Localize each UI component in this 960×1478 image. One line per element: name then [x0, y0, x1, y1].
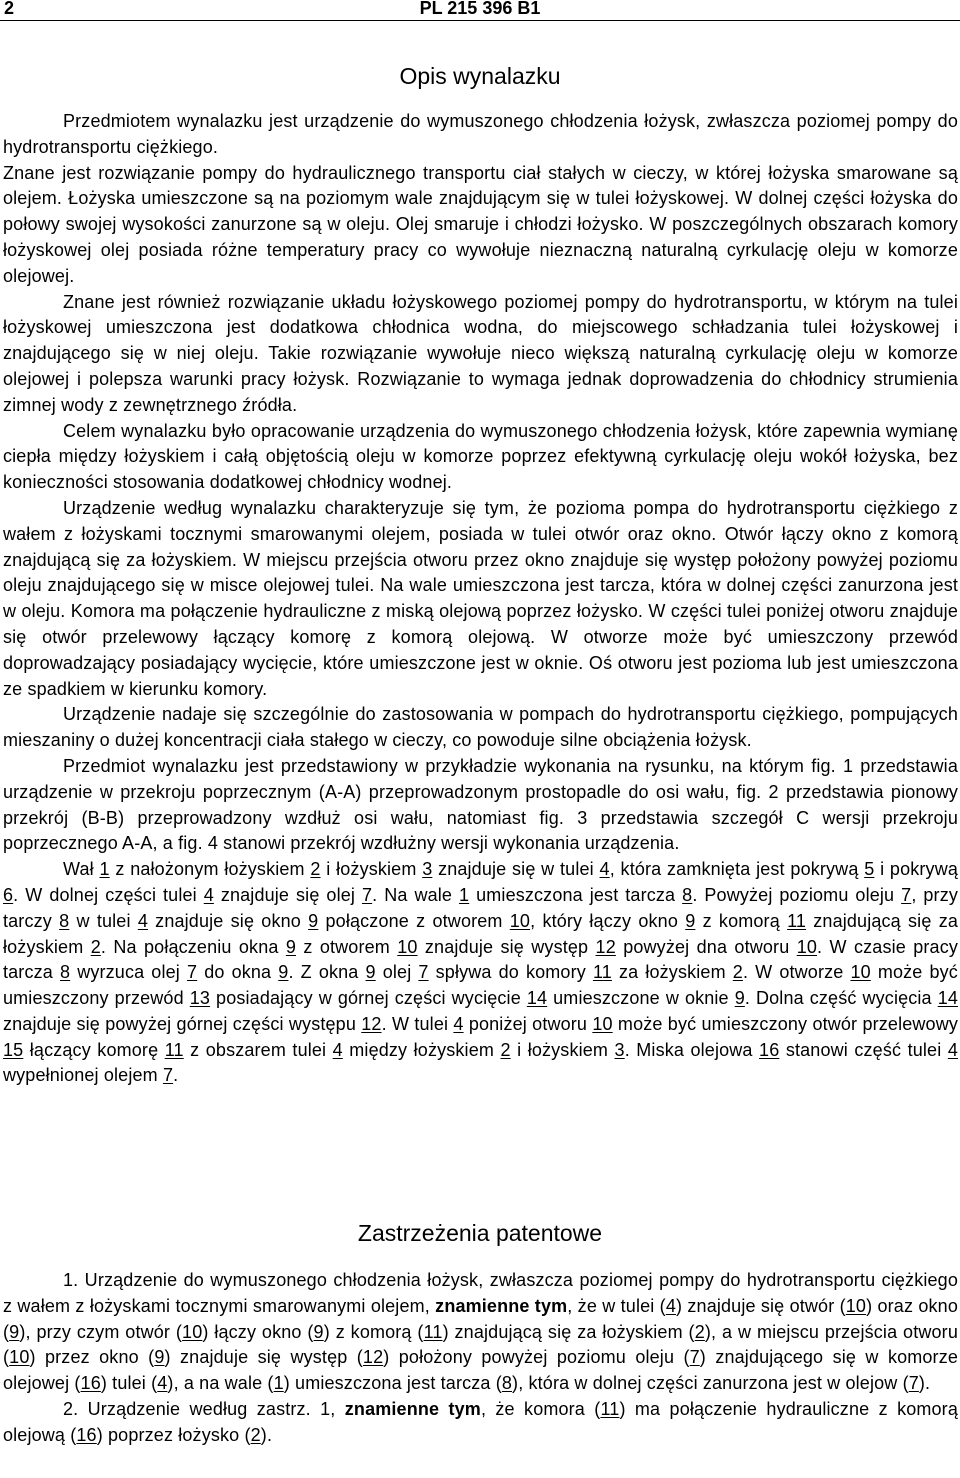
ref-number: 10 — [182, 1321, 203, 1342]
ref-number: 9 — [278, 962, 289, 983]
ref-number: 8 — [501, 1373, 513, 1394]
claims-body — [3, 1268, 958, 1449]
paragraph-application: Urządzenie nadaje się szczególnie do zastosowania w pompach do hydrotransportu ciężkiego, pompujących mieszaniny o dużej koncentracji ciała stałego w cieczy, co powoduje silne obciążenia łożysk. — [3, 704, 958, 751]
ref-number: 4 — [137, 910, 148, 931]
ref-number: 6 — [3, 884, 14, 905]
ref-number: 11 — [787, 910, 807, 931]
claim-keyword: znamienne tym — [344, 1398, 481, 1419]
ref-number: 9 — [285, 936, 297, 957]
paragraph-subject: Przedmiotem wynalazku jest urządzenie do wymuszonego chłodzenia łożysk, zwłaszcza poziomej pompy do hydrotransportu ciężkiego. — [3, 111, 958, 157]
ref-number: 12 — [362, 1347, 384, 1368]
ref-number: 12 — [595, 936, 616, 957]
ref-number: 2 — [732, 962, 743, 983]
ref-number: 4 — [599, 859, 610, 880]
ref-number: 9 — [308, 910, 319, 931]
ref-number: 4 — [665, 1295, 676, 1316]
ref-number: 13 — [189, 988, 211, 1009]
ref-number: 14 — [526, 988, 548, 1009]
ref-number: 11 — [164, 1039, 184, 1060]
ref-number: 9 — [685, 910, 696, 931]
ref-number: 3 — [422, 859, 433, 880]
ref-number: 9 — [734, 988, 745, 1009]
ref-number: 12 — [361, 1013, 382, 1034]
ref-number: 10 — [592, 1013, 613, 1034]
description-body — [3, 109, 958, 1089]
ref-number: 16 — [80, 1373, 101, 1394]
ref-number: 10 — [845, 1295, 867, 1316]
ref-number: 9 — [365, 962, 376, 983]
paragraph-prior-art-1: Znane jest rozwiązanie pompy do hydraulicznego transportu ciał stałych w cieczy, w której łożyska smarowane są olejem. Łożyska umieszczone są na poziomym wale znajdującym się w tulei łożyskowej. W dolnej części łożyska do połowy swojej wysokości zanurzone są w oleju. Olej smaruje i chłodzi łożysko. W poszczególnych obszarach komory łożyskowej olej posiada różne temperatury pracy co wywołuje nieznaczną naturalną cyrkulację oleju w komorze olejowej. — [3, 162, 958, 286]
paragraph-prior-art-2: Znane jest również rozwiązanie układu łożyskowego poziomej pompy do hydrotransportu, w którym na tulei łożyskowej umieszczona jest dodatkowa chłodnica wodna, do miejscowego schładzania tulei łożyskowej i znajdującego się w niej oleju. Takie rozwiązanie wywołuje nieco większą naturalną cyrkulację oleju w komorze olejowej i polepsza warunki pracy łożysk. Rozwiązanie to wymaga jednak doprowadzenia do chłodnicy strumienia zimnej wody z zewnętrznego źródła. — [3, 291, 958, 415]
ref-number: 1 — [273, 1373, 284, 1394]
claims-title: Zastrzeżenia patentowe — [357, 1220, 603, 1246]
ref-number: 2 — [694, 1321, 705, 1342]
ref-number: 7 — [901, 884, 912, 905]
ref-number: 11 — [423, 1321, 443, 1342]
ref-number: 7 — [908, 1373, 919, 1394]
description-title: Opis wynalazku — [399, 63, 561, 89]
ref-number: 10 — [850, 962, 871, 983]
ref-number: 10 — [9, 1347, 30, 1368]
ref-number: 11 — [600, 1398, 620, 1419]
header-rule — [0, 20, 960, 21]
claim-2: 2. Urządzenie według zastrz. 1, znamienne tym, że komora (11) ma połączenie hydrauliczne z komorą olejową (16) poprzez łożysko (2). — [3, 1398, 958, 1445]
ref-number: 4 — [157, 1373, 168, 1394]
ref-number: 10 — [796, 936, 818, 957]
ref-number: 3 — [614, 1039, 625, 1060]
ref-number: 7 — [689, 1347, 700, 1368]
paragraph-goal: Celem wynalazku było opracowanie urządzenia do wymuszonego chłodzenia łożysk, które zapewnia wymianę ciepła między łożyskiem i całą objętością oleju w komorze poprzez efektywną cyrkulację oleju wokół łożyska, bez konieczności stosowania dodatkowej chłodnicy wodnej. — [3, 420, 958, 493]
ref-number: 9 — [154, 1347, 165, 1368]
ref-number: 4 — [332, 1039, 343, 1060]
paragraph-embodiment: Wał 1 z nałożonym łożyskiem 2 i łożyskiem 3 znajduje się w tulei 4, która zamknięta jest pokrywą 5 i pokrywą 6. W dolnej części tulei 4 znajduje się olej 7. Na wale 1 umieszczona jest tarcza 8. Powyżej poziomu oleju 7, przy tarczy 8 w tulei 4 znajduje się okno 9 połączone z otworem 10, który łączy okno 9 z komorą 11 znajdującą się za łożyskiem 2. Na połączeniu okna 9 z otworem 10 znajduje się występ 12 powyżej dna otworu 10. W czasie pracy tarcza 8 wyrzuca olej 7 do okna 9. Z okna 9 olej 7 spływa do komory 11 za łożyskiem 2. W otworze 10 może być umieszczony przewód 13 posiadający w górnej części wycięcie 14 umieszczone w oknie 9. Dolna część wycięcia 14 znajduje się powyżej górnej części występu 12. W tulei 4 poniżej otworu 10 może być umieszczony otwór przelewowy 15 łączący komorę 11 z obszarem tulei 4 między łożyskiem 2 i łożyskiem 3. Miska olejowa 16 stanowi część tulei 4 wypełnionej olejem 7. — [3, 859, 959, 1086]
ref-number: 7 — [162, 1065, 174, 1086]
ref-number: 9 — [313, 1321, 324, 1342]
ref-number: 16 — [759, 1039, 780, 1060]
ref-number: 9 — [9, 1321, 20, 1342]
patent-number: PL 215 396 B1 — [419, 0, 541, 18]
ref-number: 7 — [418, 962, 429, 983]
ref-number: 16 — [76, 1424, 97, 1445]
ref-number: 4 — [453, 1013, 464, 1034]
ref-number: 2 — [250, 1424, 261, 1445]
ref-number: 14 — [937, 988, 959, 1009]
ref-number: 10 — [397, 936, 418, 957]
ref-number: 15 — [3, 1039, 24, 1060]
paragraph-characteristics: Urządzenie według wynalazku charakteryzuje się tym, że pozioma pompa do hydrotransportu ciężkiego z wałem z łożyskami tocznymi smarowanymi olejem, posiada w tulei otwór oraz okno. Otwór łączy okno z komorą znajdującą się za łożyskiem. W miejscu przejścia otworu przez okno znajduje się występ położony powyżej poziomu oleju znajdującego się w misce olejowej tulei. Na wale umieszczona jest tarcza, która w dolnej części zanurzona jest w oleju. Komora ma połączenie hydrauliczne z miską olejową poprzez łożysko. W części tulei poniżej otworu znajduje się otwór przelewowy łączący komorę z komorą olejową. W otworze może być umieszczony przewód doprowadzający posiadający wycięcie, które umieszczone jest w oknie. Oś otworu jest pozioma lub jest umieszczona ze spadkiem w kierunku komory. — [3, 497, 958, 699]
ref-number: 8 — [59, 962, 71, 983]
ref-number: 10 — [509, 910, 531, 931]
ref-number: 2 — [310, 859, 321, 880]
ref-number: 1 — [99, 859, 110, 880]
ref-number: 5 — [864, 859, 875, 880]
ref-number: 1 — [459, 884, 470, 905]
ref-number: 2 — [90, 936, 101, 957]
ref-number: 7 — [361, 884, 373, 905]
paragraph-figures: Przedmiot wynalazku jest przedstawiony w przykładzie wykonania na rysunku, na którym fig. 1 przedstawia urządzenie w przekroju poprzecznym (A-A) przeprowadzonym prostopadle do osi wału, fig. 2 przedstawia pionowy przekrój (B-B) przeprowadzony wzdłuż osi wału, natomiast fig. 3 przedstawia szczegół C wersji przekroju poprzecznego A-A, a fig. 4 stanowi przekrój wzdłużny wersji wykonania urządzenia. — [3, 755, 958, 854]
ref-number: 4 — [947, 1039, 958, 1060]
page-header — [0, 0, 960, 20]
ref-number: 8 — [59, 910, 70, 931]
claim-1: 1. Urządzenie do wymuszonego chłodzenia łożysk, zwłaszcza poziomej pompy do hydrotransportu ciężkiego z wałem z łożyskami tocznymi smarowanymi olejem, znamienne tym, że w tulei (4) znajduje się otwór (10) oraz okno (9), przy czym otwór (10) łączy okno (9) z komorą (11) znajdującą się za łożyskiem (2), a w miejscu przejścia otworu (10) przez okno (9) znajduje się występ (12) położony powyżej poziomu oleju (7) znajdującego się w komorze olejowej (16) tulei (4), a na wale (1) umieszczona jest tarcza (8), która w dolnej części zanurzona jest w olejow (7). — [3, 1270, 959, 1394]
page-number: 2 — [4, 0, 15, 18]
ref-number: 4 — [203, 884, 214, 905]
ref-number: 8 — [682, 884, 693, 905]
ref-number: 7 — [186, 962, 198, 983]
ref-number: 2 — [500, 1039, 511, 1060]
claim-keyword: znamienne tym — [435, 1295, 568, 1316]
ref-number: 11 — [592, 962, 612, 983]
